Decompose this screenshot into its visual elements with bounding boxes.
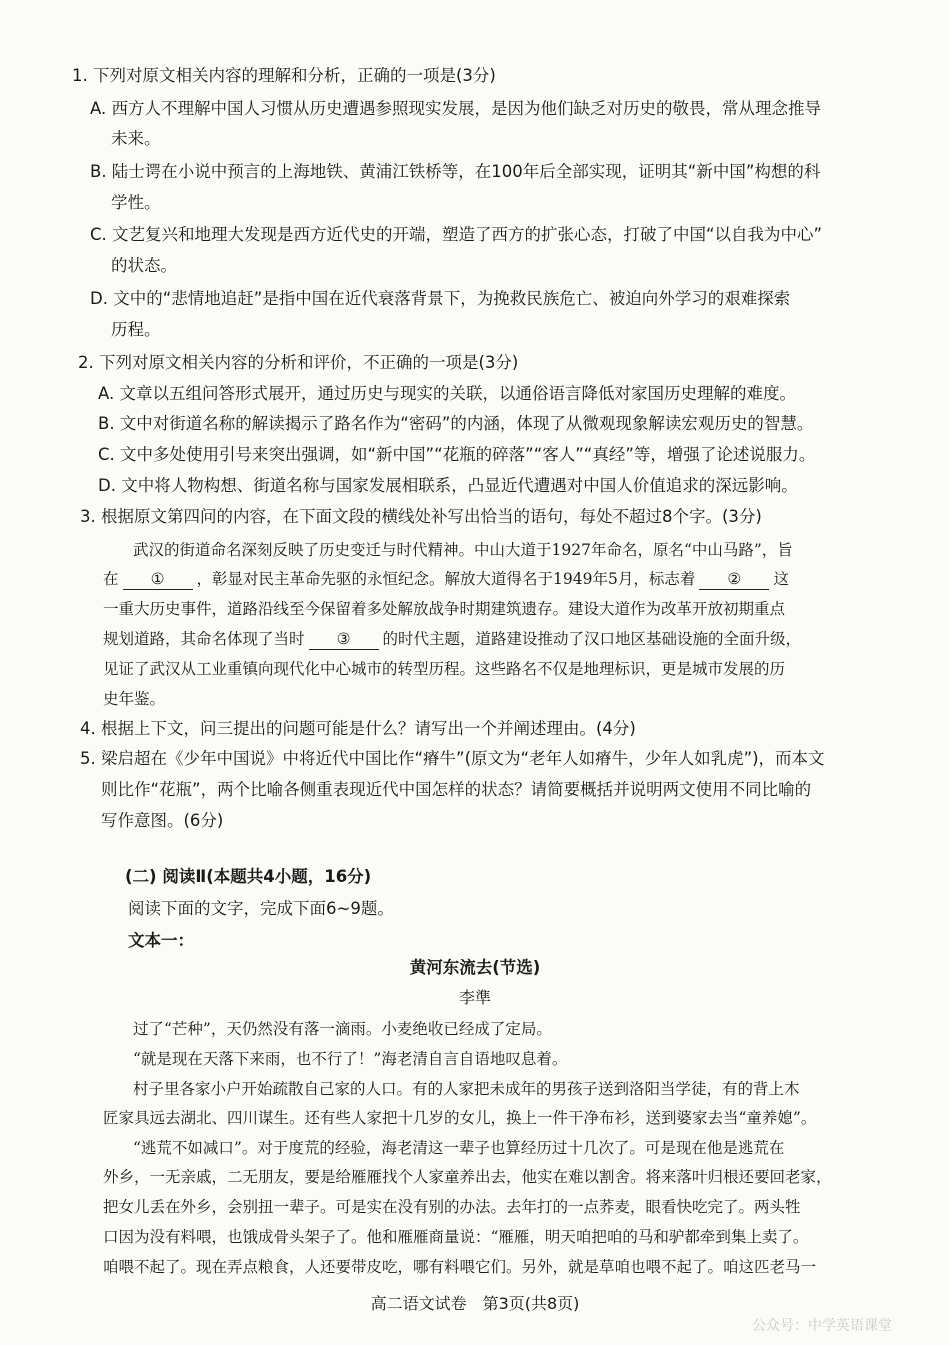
q1-option-b: B. 陆士谔在小说中预言的上海地铁、黄浦江铁桥等，在100年后全部实现，证明其“新中国”构想的科 [90, 162, 821, 181]
q2-option-c: C. 文中多处使用引号来突出强调，如“新中国”“花瓶的碎落”“客人”“真经”等，增强了论述说服力。 [98, 445, 816, 464]
q5-line2: 则比作“花瓶”，两个比喻各侧重表现近代中国怎样的状态？请简要概括并说明两文使用不同比喻的 [101, 780, 812, 799]
q5-line3: 写作意图。(6分) [101, 811, 224, 830]
passage-para-cont: 咱喂不起了。现在弄点粮食，人还要带皮吃，哪有料喂它们。另外，就是草咱也喂不起了。咱这匹老马一 [103, 1258, 817, 1276]
q3-para-line1: 武汉的街道命名深刻反映了历史变迁与时代精神。中山大道于1927年命名，原名“中山马路”，旨 [133, 541, 793, 559]
q3-text: 这 [773, 570, 789, 588]
q3-text: 在 [103, 570, 119, 588]
blank-3: ③ [309, 629, 379, 650]
passage-title: 黄河东流去(节选) [409, 958, 541, 977]
q1-option-d: D. 文中的“悲情地追赶”是指中国在近代衰落背景下，为挽救民族危亡、被迫向外学习的艰难探索 [90, 289, 791, 308]
passage-para-cont: 外乡，一无亲戚，二无朋友，要是给雁雁找个人家童养出去，他实在难以割舍。将来落叶归根还要回老家， [103, 1168, 832, 1186]
q1-option-b-cont: 学性。 [111, 193, 161, 212]
q3-stem: 3. 根据原文第四问的内容，在下面文段的横线处补写出恰当的语句，每处不超过8个字。(3分) [80, 507, 762, 526]
section-instruction: 阅读下面的文字，完成下面6~9题。 [128, 899, 394, 918]
q2-option-a: A. 文章以五组问答形式展开，通过历史与现实的关联，以通俗语言降低对家国历史理解的难度。 [98, 384, 796, 403]
q5-line1: 5. 梁启超在《少年中国说》中将近代中国比作“瘠牛”(原文为“老年人如瘠牛，少年人如乳虎”)，而本文 [80, 749, 825, 768]
q3-para-line5: 见证了武汉从工业重镇向现代化中心城市的转型历程。这些路名不仅是地理标识，更是城市发展的历 [103, 660, 786, 678]
q3-para-line3: 一重大历史事件，道路沿线至今保留着多处解放战争时期建筑遗存。建设大道作为改革开放初期重点 [103, 600, 786, 618]
q1-option-c-cont: 的状态。 [111, 256, 177, 275]
q3-para-line2 [103, 568, 789, 590]
q1-option-a: A. 西方人不理解中国人习惯从历史遭遇参照现实发展，是因为他们缺乏对历史的敬畏，常从理念推导 [90, 99, 821, 118]
q2-option-d: D. 文中将人物构想、街道名称与国家发展相联系，凸显近代遭遇对中国人价值追求的深远影响。 [98, 476, 798, 495]
blank-2: ② [699, 569, 769, 590]
passage-para-cont: 匠家具远去湖北、四川谋生。还有些人家把十几岁的女儿，换上一件干净布衫，送到婆家去当“童养媳”。 [103, 1109, 817, 1127]
q2-option-b: B. 文中对街道名称的解读揭示了路名作为“密码”的内涵，体现了从微观现象解读宏观历史的智慧。 [98, 414, 814, 433]
q3-text: 的时代主题，道路建设推动了汉口地区基础设施的全面升级， [382, 630, 802, 648]
passage-author: 李準 [458, 988, 491, 1007]
question-4: 4. 根据上下文，问三提出的问题可能是什么？请写出一个并阐述理由。(4分) [80, 719, 636, 738]
q3-para-line6: 史年鉴。 [103, 690, 166, 708]
q1-option-a-cont: 未来。 [111, 129, 161, 148]
blank-1: ① [123, 569, 193, 590]
page-footer: 高二语文试卷 第3页(共8页) [370, 1294, 580, 1313]
passage-para: 过了“芒种”，天仍然没有落一滴雨。小麦绝收已经成了定局。 [133, 1020, 552, 1038]
q3-para-line4 [103, 628, 801, 650]
watermark: 公众号：中学英语课堂 [752, 1318, 892, 1334]
section-title: (二) 阅读Ⅱ(本题共4小题，16分) [125, 867, 372, 886]
passage-para: 村子里各家小户开始疏散自己家的人口。有的人家把未成年的男孩子送到洛阳当学徒，有的背上木 [133, 1080, 800, 1098]
q2-stem: 2. 下列对原文相关内容的分析和评价，不正确的一项是(3分) [78, 353, 519, 372]
q1-option-c: C. 文艺复兴和地理大发现是西方近代史的开端，塑造了西方的扩张心态，打破了中国“以自我为中心” [90, 225, 823, 244]
passage-para: “逃荒不如减口”。对于度荒的经验，海老清这一辈子也算经历过十几次了。可是现在他是逃荒在 [133, 1139, 785, 1157]
passage-para-cont: 把女儿丢在外乡，会别扭一辈子。可是实在没有别的办法。去年打的一点荞麦，眼看快吃完了。两头牲 [103, 1198, 801, 1216]
q3-text: 规划道路，其命名体现了当时 [103, 630, 305, 648]
q1-stem: 1. 下列对原文相关内容的理解和分析，正确的一项是(3分) [72, 66, 496, 85]
text-label: 文本一： [128, 931, 194, 950]
q1-option-d-cont: 历程。 [111, 320, 161, 339]
q3-text: ，彰显对民主革命先驱的永恒纪念。解放大道得名于1949年5月，标志着 [196, 570, 696, 588]
passage-para: “就是现在天落下来雨，也不行了！”海老清自言自语地叹息着。 [133, 1050, 568, 1068]
passage-para-cont: 口因为没有料喂，也饿成骨头架子了。他和雁雁商量说：“雁雁，明天咱把咱的马和驴都牵到集上卖了。 [103, 1228, 809, 1246]
